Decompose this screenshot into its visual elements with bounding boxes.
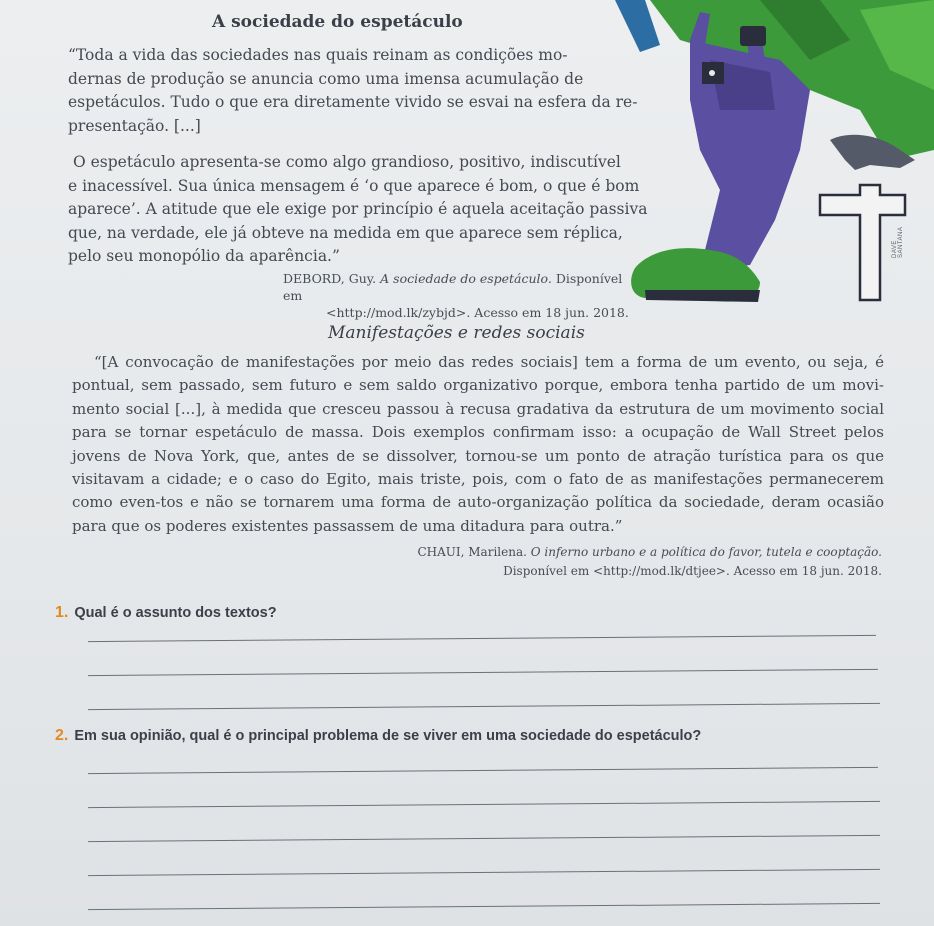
text1-paragraph2	[68, 151, 668, 269]
text1-title: A sociedade do espetáculo	[212, 12, 463, 32]
citation-link-line: Disponível em <http://mod.lk/dtjee>. Acesso em 18 jun. 2018.	[503, 564, 882, 578]
text1-line: dernas de produção se anuncia como uma imensa acumulação de	[68, 69, 584, 88]
citation-link-line: <http://mod.lk/zybjd>. Acesso em 18 jun. 2018.	[326, 305, 629, 320]
question-1	[55, 604, 277, 622]
text1-line: aparece’. A atitude que ele exige por princípio é aquela aceitação passiva	[68, 200, 648, 218]
answer-line[interactable]	[88, 835, 880, 842]
text1-line: espetáculos. Tudo o que era diretamente vivido se esvai na esfera da re-	[68, 93, 638, 111]
text1-line: presentação. [...]	[68, 116, 201, 135]
answer-line[interactable]	[88, 767, 878, 774]
text2-title: Manifestações e redes sociais	[328, 323, 585, 343]
question-number: 1.	[55, 604, 69, 621]
answer-line[interactable]	[88, 801, 880, 808]
question-2	[55, 727, 701, 745]
illustration-credit: DAVE SANTANA	[892, 226, 904, 258]
answer-line[interactable]	[88, 903, 880, 910]
citation-work: O inferno urbano e a política do favor, tutela e cooptação.	[530, 545, 882, 559]
answer-line[interactable]	[88, 635, 876, 642]
question-number: 2.	[55, 727, 69, 744]
text1-line: O espetáculo apresenta-se como algo grandioso, positivo, indiscutível	[73, 153, 621, 171]
text1-citation	[283, 270, 643, 321]
text1-quote	[68, 44, 668, 269]
question-text: Em sua opinião, qual é o principal problema de se viver em uma sociedade do espetáculo?	[74, 728, 702, 744]
answer-line[interactable]	[88, 703, 880, 710]
citation-work: A sociedade do espetáculo.	[380, 271, 552, 286]
citation-available: Disponível em	[283, 271, 623, 303]
text1-line: que, na verdade, ele já obteve na medida em que aparece sem réplica,	[68, 223, 623, 242]
citation-author: DEBORD, Guy.	[283, 271, 377, 286]
answer-line[interactable]	[88, 669, 878, 676]
text1-line: pelo seu monopólio da aparência.”	[68, 247, 340, 265]
text1-line: e inacessível. Sua única mensagem é ‘o que aparece é bom, o que é bom	[68, 176, 640, 195]
text2-quote	[72, 351, 884, 538]
citation-author: CHAUI, Marilena.	[417, 545, 527, 559]
text1-line: “Toda a vida das sociedades nas quais reinam as condições mo-	[68, 46, 568, 64]
question-text: Qual é o assunto dos textos?	[74, 605, 277, 621]
text2-citation	[362, 543, 882, 581]
text2-body: “[A convocação de manifestações por meio das redes sociais] tem a forma de um evento, ou seja, é pontual, sem passado, sem futuro e sem saldo organizativo porque, embora tenha partido de um movi-mento social [...], à medida que cresceu passou à recusa gradativa da estrutura de um movimento social para se tornar espetáculo de massa. Dois exemplos confirmam isso: a ocupação de Wall Street pelos jovens de Nova York, que, antes de se dissolver, tornou-se um ponto de atração turística para os que visitavam a cidade; e o caso do Egito, mais triste, pois, com o fato de as manifestações permanecerem como even-tos e não se tornarem uma forma de auto-organização política da sociedade, deram ocasião para que os poderes existentes passassem de uma ditadura para outra.”	[72, 353, 884, 535]
answer-line[interactable]	[88, 869, 880, 876]
